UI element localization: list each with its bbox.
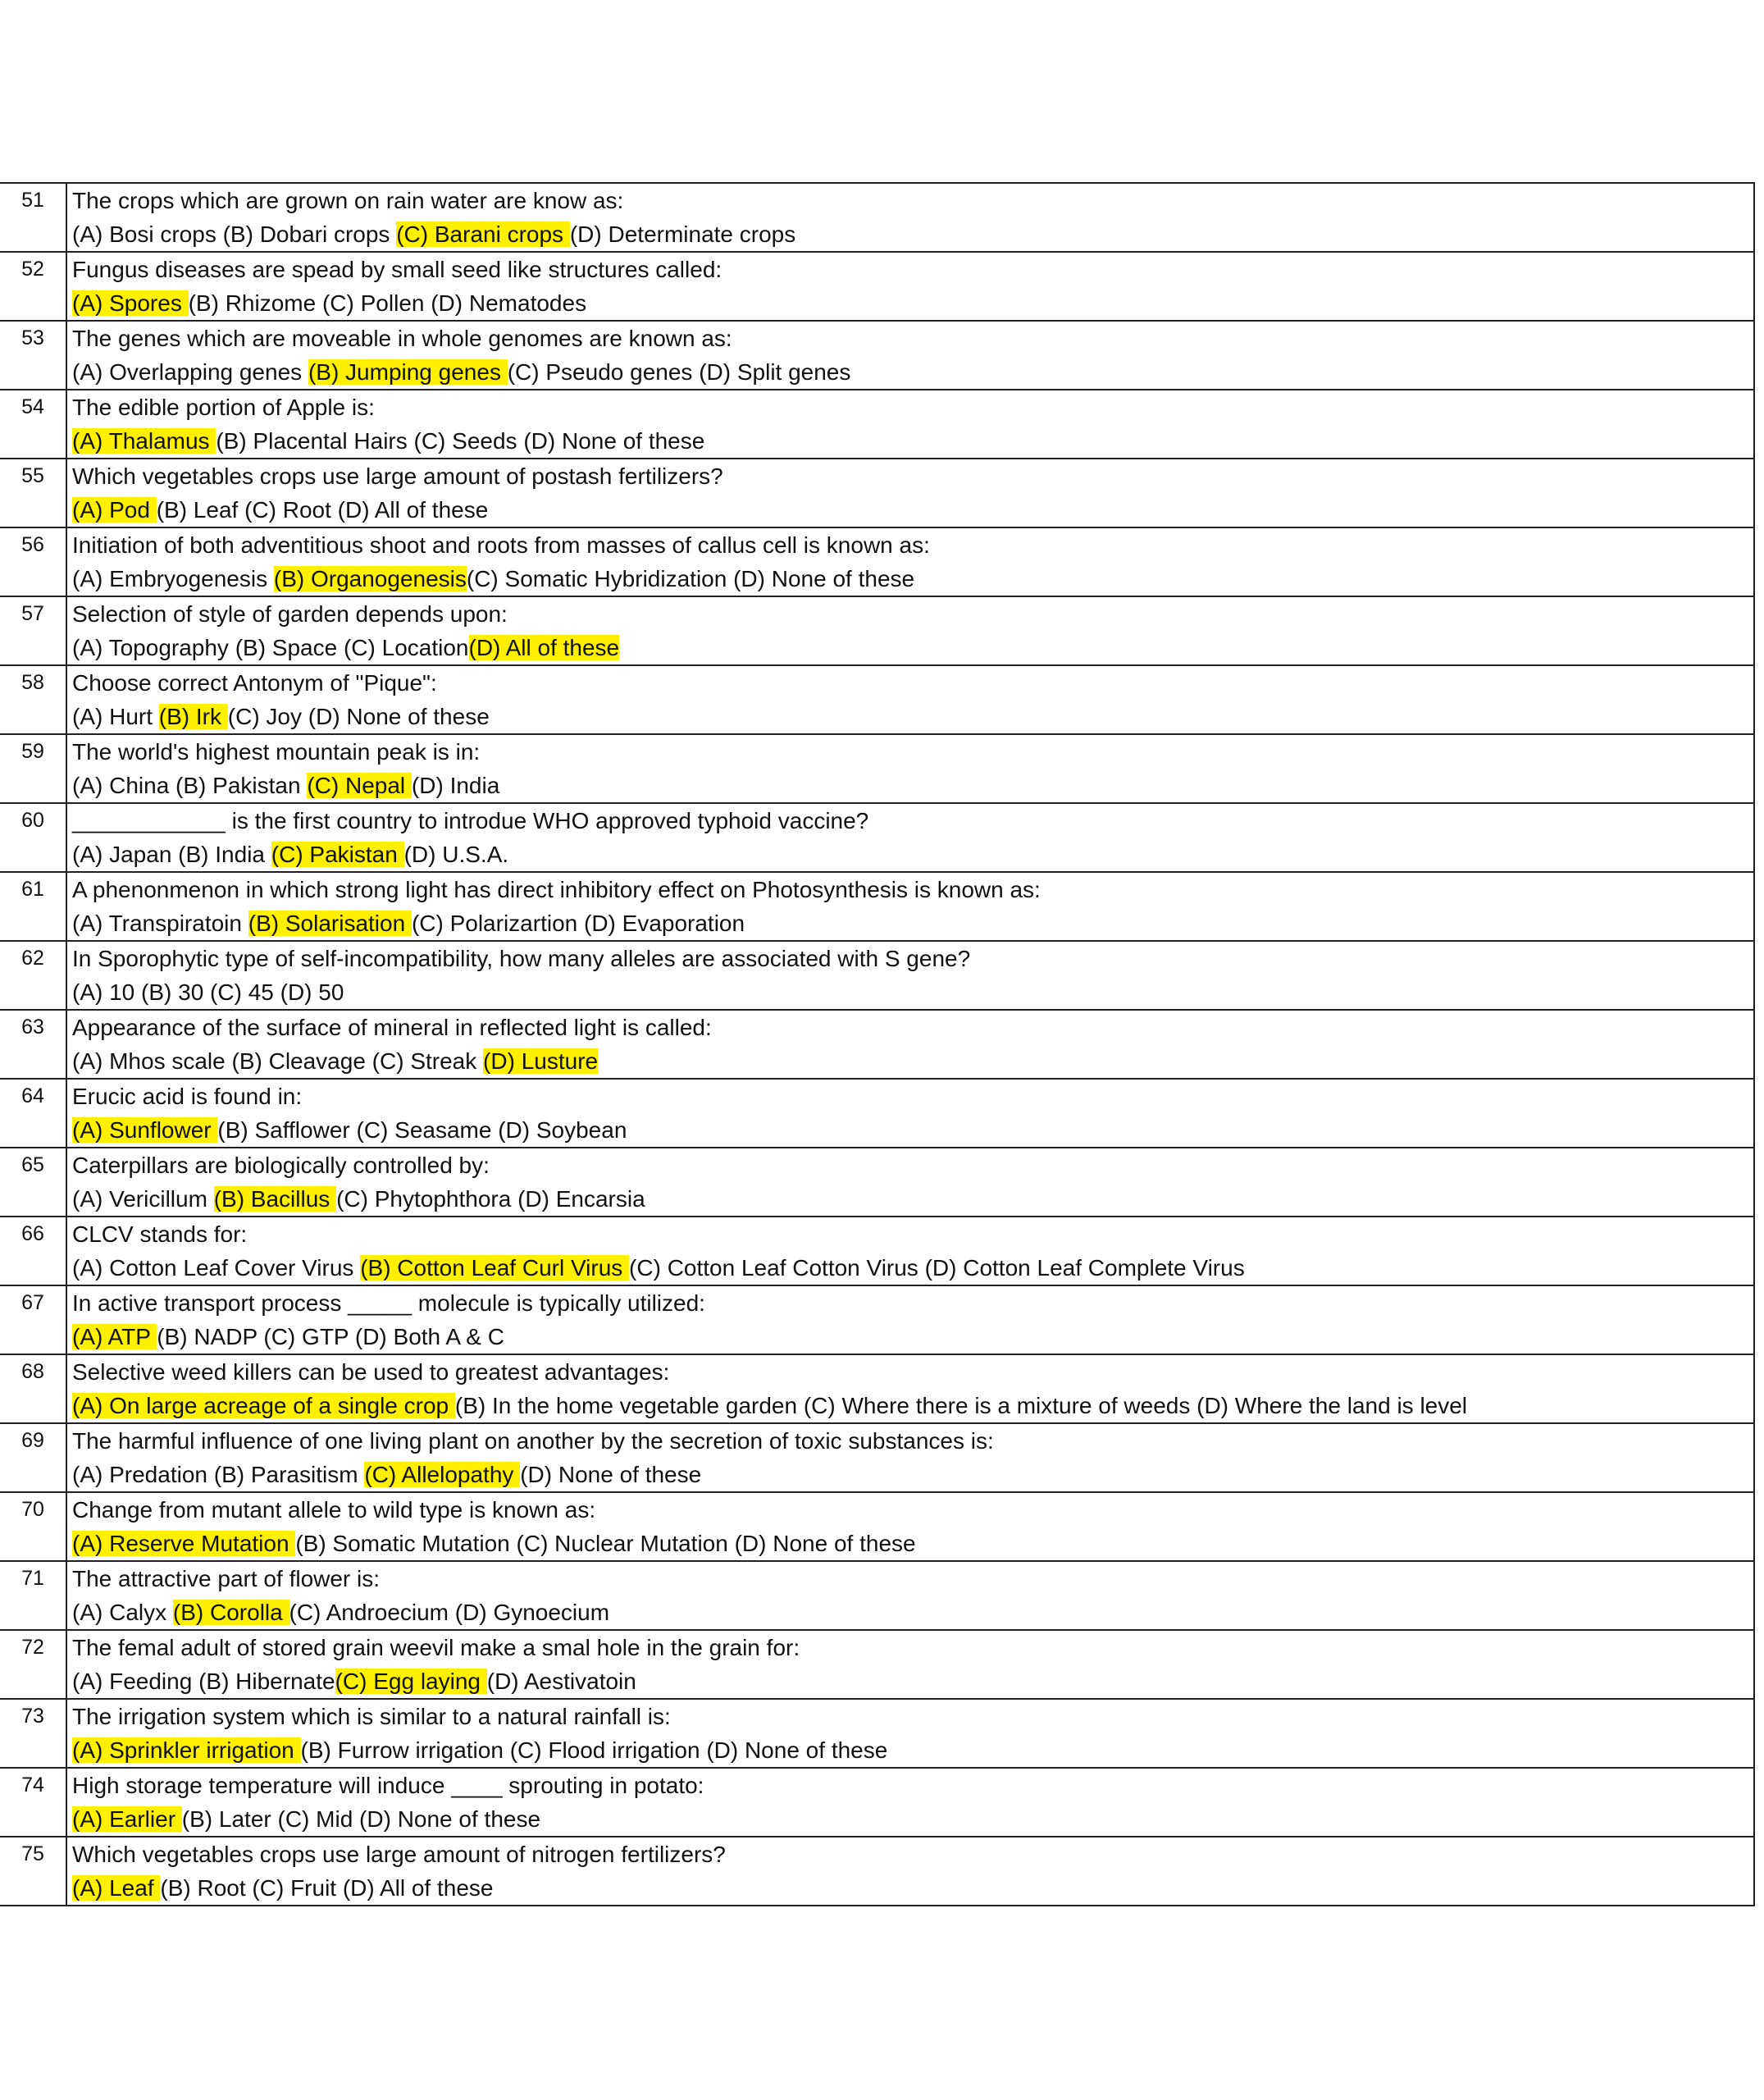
highlighted-answer: (C) Allelopathy [364, 1462, 521, 1487]
table-row [0, 252, 1754, 321]
question-number: 66 [0, 1217, 66, 1285]
options-line [72, 1596, 1753, 1629]
table-row [0, 1285, 1754, 1354]
highlighted-answer: (A) Leaf [72, 1875, 161, 1901]
options-line [72, 286, 1753, 320]
question-text: The edible portion of Apple is: [72, 395, 375, 420]
table-row [0, 941, 1754, 1010]
option-text: (A) Embryogenesis [72, 566, 274, 591]
table-row [0, 1699, 1754, 1768]
table-row [0, 1010, 1754, 1079]
option-text: (C) Joy (D) None of these [227, 704, 490, 729]
question-text: The femal adult of stored grain weevil make a smal hole in the grain for: [72, 1635, 800, 1660]
question-cell [66, 183, 1754, 252]
table-row [0, 1423, 1754, 1492]
option-text: (B) Furrow irrigation (C) Flood irrigation (D) None of these [300, 1737, 888, 1763]
option-text: (D) None of these [520, 1462, 702, 1487]
option-text: (C) Polarizartion (D) Evaporation [411, 911, 745, 936]
option-text: (A) 10 (B) 30 (C) 45 (D) 50 [72, 979, 344, 1005]
options-line [72, 1458, 1753, 1491]
option-text: (C) Phytophthora (D) Encarsia [336, 1186, 645, 1212]
highlighted-answer: (A) Reserve Mutation [72, 1531, 296, 1556]
highlighted-answer: (A) Sunflower [72, 1117, 218, 1143]
question-cell [66, 1285, 1754, 1354]
question-cell [66, 1561, 1754, 1630]
question-cell [66, 596, 1754, 665]
option-text: (D) U.S.A. [403, 842, 509, 867]
question-cell [66, 872, 1754, 941]
option-text: (A) Predation (B) Parasitism [72, 1462, 365, 1487]
question-number: 65 [0, 1148, 66, 1217]
question-number: 61 [0, 872, 66, 941]
option-text: (A) Transpiratoin [72, 911, 248, 936]
option-text: (A) Calyx [72, 1600, 173, 1625]
option-text: (B) In the home vegetable garden (C) Where there is a mixture of weeds (D) Where the land is level [454, 1393, 1468, 1418]
mcq-table [0, 182, 1755, 1906]
highlighted-answer: (C) Nepal [307, 773, 412, 798]
highlighted-answer: (A) Thalamus [72, 428, 217, 454]
option-text: (C) Androecium (D) Gynoecium [289, 1600, 610, 1625]
table-row [0, 1492, 1754, 1561]
options-line [72, 1044, 1753, 1078]
options-line [72, 631, 1753, 664]
question-number: 75 [0, 1837, 66, 1906]
question-cell [66, 1699, 1754, 1768]
highlighted-answer: (A) On large acreage of a single crop [72, 1393, 455, 1418]
option-text: (C) Somatic Hybridization (D) None of these [466, 566, 915, 591]
option-text: (A) Overlapping genes [72, 359, 308, 385]
question-text: In active transport process _____ molecule is typically utilized: [72, 1290, 705, 1316]
options-line [72, 355, 1753, 389]
highlighted-answer: (A) Spores [72, 290, 189, 316]
question-cell [66, 1217, 1754, 1285]
table-row [0, 1079, 1754, 1148]
question-text: The crops which are grown on rain water are know as: [72, 188, 624, 213]
question-cell [66, 459, 1754, 527]
table-row [0, 596, 1754, 665]
question-number: 70 [0, 1492, 66, 1561]
question-text: Erucic acid is found in: [72, 1084, 303, 1109]
options-line [72, 1871, 1753, 1905]
options-line [72, 424, 1753, 458]
question-text: The world's highest mountain peak is in: [72, 739, 481, 765]
option-text: (B) Root (C) Fruit (D) All of these [160, 1875, 494, 1901]
options-line [72, 1320, 1753, 1354]
table-row [0, 665, 1754, 734]
highlighted-answer: (A) Earlier [72, 1806, 182, 1832]
option-text: (A) Hurt [72, 704, 159, 729]
options-line [72, 1182, 1753, 1216]
question-cell [66, 1630, 1754, 1699]
option-text: (B) Placental Hairs (C) Seeds (D) None of these [216, 428, 705, 454]
table-row [0, 1148, 1754, 1217]
highlighted-answer: (C) Barani crops [396, 221, 570, 247]
question-cell [66, 1079, 1754, 1148]
table-row [0, 1630, 1754, 1699]
highlighted-answer: (C) Egg laying [335, 1669, 487, 1694]
option-text: (A) Feeding (B) Hibernate [72, 1669, 335, 1694]
highlighted-answer: (D) Lusture [483, 1048, 599, 1074]
option-text: (B) Later (C) Mid (D) None of these [181, 1806, 541, 1832]
option-text: (B) Safflower (C) Seasame (D) Soybean [217, 1117, 627, 1143]
question-cell [66, 252, 1754, 321]
question-number: 56 [0, 527, 66, 596]
options-line [72, 769, 1753, 802]
question-text: Which vegetables crops use large amount of nitrogen fertilizers? [72, 1842, 726, 1867]
option-text: (A) China (B) Pakistan [72, 773, 308, 798]
question-cell [66, 321, 1754, 390]
question-text: The harmful influence of one living plant on another by the secretion of toxic substances is: [72, 1428, 994, 1454]
question-cell [66, 1423, 1754, 1492]
question-number: 58 [0, 665, 66, 734]
highlighted-answer: (B) Organogenesis [273, 566, 467, 591]
option-text: (A) Cotton Leaf Cover Virus [72, 1255, 361, 1281]
highlighted-answer: (A) Pod [72, 497, 157, 523]
question-cell [66, 1768, 1754, 1837]
highlighted-answer: (A) ATP [72, 1324, 157, 1349]
question-cell [66, 941, 1754, 1010]
question-number: 64 [0, 1079, 66, 1148]
highlighted-answer: (D) All of these [468, 635, 620, 660]
options-line [72, 1527, 1753, 1560]
question-cell [66, 1492, 1754, 1561]
question-cell [66, 1354, 1754, 1423]
options-line [72, 700, 1753, 733]
options-line [72, 906, 1753, 940]
option-text: (A) Mhos scale (B) Cleavage (C) Streak [72, 1048, 484, 1074]
question-text: Which vegetables crops use large amount of postash fertilizers? [72, 463, 723, 489]
table-row [0, 1768, 1754, 1837]
question-cell [66, 1010, 1754, 1079]
highlighted-answer: (B) Jumping genes [308, 359, 508, 385]
highlighted-answer: (B) Bacillus [213, 1186, 337, 1212]
option-text: (B) NADP (C) GTP (D) Both A & C [157, 1324, 504, 1349]
question-number: 59 [0, 734, 66, 803]
question-number: 62 [0, 941, 66, 1010]
question-number: 67 [0, 1285, 66, 1354]
question-number: 71 [0, 1561, 66, 1630]
table-row [0, 459, 1754, 527]
highlighted-answer: (C) Pakistan [271, 842, 404, 867]
table-row [0, 803, 1754, 872]
question-text: Appearance of the surface of mineral in reflected light is called: [72, 1015, 712, 1040]
question-text: High storage temperature will induce ____ sprouting in potato: [72, 1773, 704, 1798]
options-line [72, 493, 1753, 527]
question-text: Selection of style of garden depends upon: [72, 601, 508, 627]
option-text: (B) Rhizome (C) Pollen (D) Nematodes [188, 290, 587, 316]
option-text: (D) India [411, 773, 500, 798]
options-line [72, 1664, 1753, 1698]
table-row [0, 527, 1754, 596]
question-cell [66, 734, 1754, 803]
question-number: 63 [0, 1010, 66, 1079]
question-text: Caterpillars are biologically controlled by: [72, 1153, 490, 1178]
question-text: Choose correct Antonym of "Pique": [72, 670, 437, 696]
table-row [0, 872, 1754, 941]
option-text: (A) Bosi crops (B) Dobari crops [72, 221, 397, 247]
highlighted-answer: (B) Corolla [172, 1600, 289, 1625]
question-number: 74 [0, 1768, 66, 1837]
option-text: (A) Topography (B) Space (C) Location [72, 635, 469, 660]
table-row [0, 1561, 1754, 1630]
question-text: Selective weed killers can be used to greatest advantages: [72, 1359, 670, 1385]
question-number: 73 [0, 1699, 66, 1768]
question-text: Initiation of both adventitious shoot and roots from masses of callus cell is known as: [72, 532, 930, 558]
options-line [72, 562, 1753, 596]
question-cell [66, 527, 1754, 596]
options-line [72, 1251, 1753, 1285]
question-number: 54 [0, 390, 66, 459]
question-text: A phenonmenon in which strong light has direct inhibitory effect on Photosynthesis is known as: [72, 877, 1041, 902]
question-number: 72 [0, 1630, 66, 1699]
question-number: 69 [0, 1423, 66, 1492]
options-line [72, 838, 1753, 871]
question-cell [66, 1837, 1754, 1906]
question-text: The irrigation system which is similar to a natural rainfall is: [72, 1704, 671, 1729]
options-line [72, 1389, 1753, 1422]
question-number: 68 [0, 1354, 66, 1423]
options-line [72, 975, 1753, 1009]
question-text: CLCV stands for: [72, 1221, 248, 1247]
table-row [0, 390, 1754, 459]
option-text: (B) Somatic Mutation (C) Nuclear Mutation (D) None of these [295, 1531, 916, 1556]
table-row [0, 183, 1754, 252]
question-number: 51 [0, 183, 66, 252]
question-cell [66, 803, 1754, 872]
table-row [0, 1217, 1754, 1285]
option-text: (A) Japan (B) India [72, 842, 271, 867]
mcq-table-body [0, 183, 1754, 1906]
option-text: (C) Pseudo genes (D) Split genes [507, 359, 851, 385]
question-text: In Sporophytic type of self-incompatibility, how many alleles are associated with S gene? [72, 946, 971, 971]
question-text: Fungus diseases are spead by small seed like structures called: [72, 257, 722, 282]
highlighted-answer: (B) Solarisation [248, 911, 412, 936]
option-text: (D) Determinate crops [569, 221, 796, 247]
option-text: (B) Leaf (C) Root (D) All of these [156, 497, 489, 523]
table-row [0, 1837, 1754, 1906]
highlighted-answer: (B) Irk [158, 704, 228, 729]
question-number: 53 [0, 321, 66, 390]
question-text: ____________ is the first country to introdue WHO approved typhoid vaccine? [72, 808, 869, 833]
highlighted-answer: (A) Sprinkler irrigation [72, 1737, 301, 1763]
options-line [72, 1113, 1753, 1147]
question-number: 52 [0, 252, 66, 321]
table-row [0, 734, 1754, 803]
table-row [0, 321, 1754, 390]
question-number: 55 [0, 459, 66, 527]
option-text: (A) Vericillum [72, 1186, 214, 1212]
option-text: (D) Aestivatoin [486, 1669, 636, 1694]
question-cell [66, 1148, 1754, 1217]
question-number: 57 [0, 596, 66, 665]
question-cell [66, 390, 1754, 459]
option-text: (C) Cotton Leaf Cotton Virus (D) Cotton Leaf Complete Virus [629, 1255, 1245, 1281]
question-text: The genes which are moveable in whole genomes are known as: [72, 326, 732, 351]
options-line [72, 1802, 1753, 1836]
question-text: Change from mutant allele to wild type is known as: [72, 1497, 596, 1522]
options-line [72, 217, 1753, 251]
options-line [72, 1733, 1753, 1767]
highlighted-answer: (B) Cotton Leaf Curl Virus [360, 1255, 630, 1281]
question-text: The attractive part of flower is: [72, 1566, 381, 1591]
question-number: 60 [0, 803, 66, 872]
table-row [0, 1354, 1754, 1423]
question-cell [66, 665, 1754, 734]
